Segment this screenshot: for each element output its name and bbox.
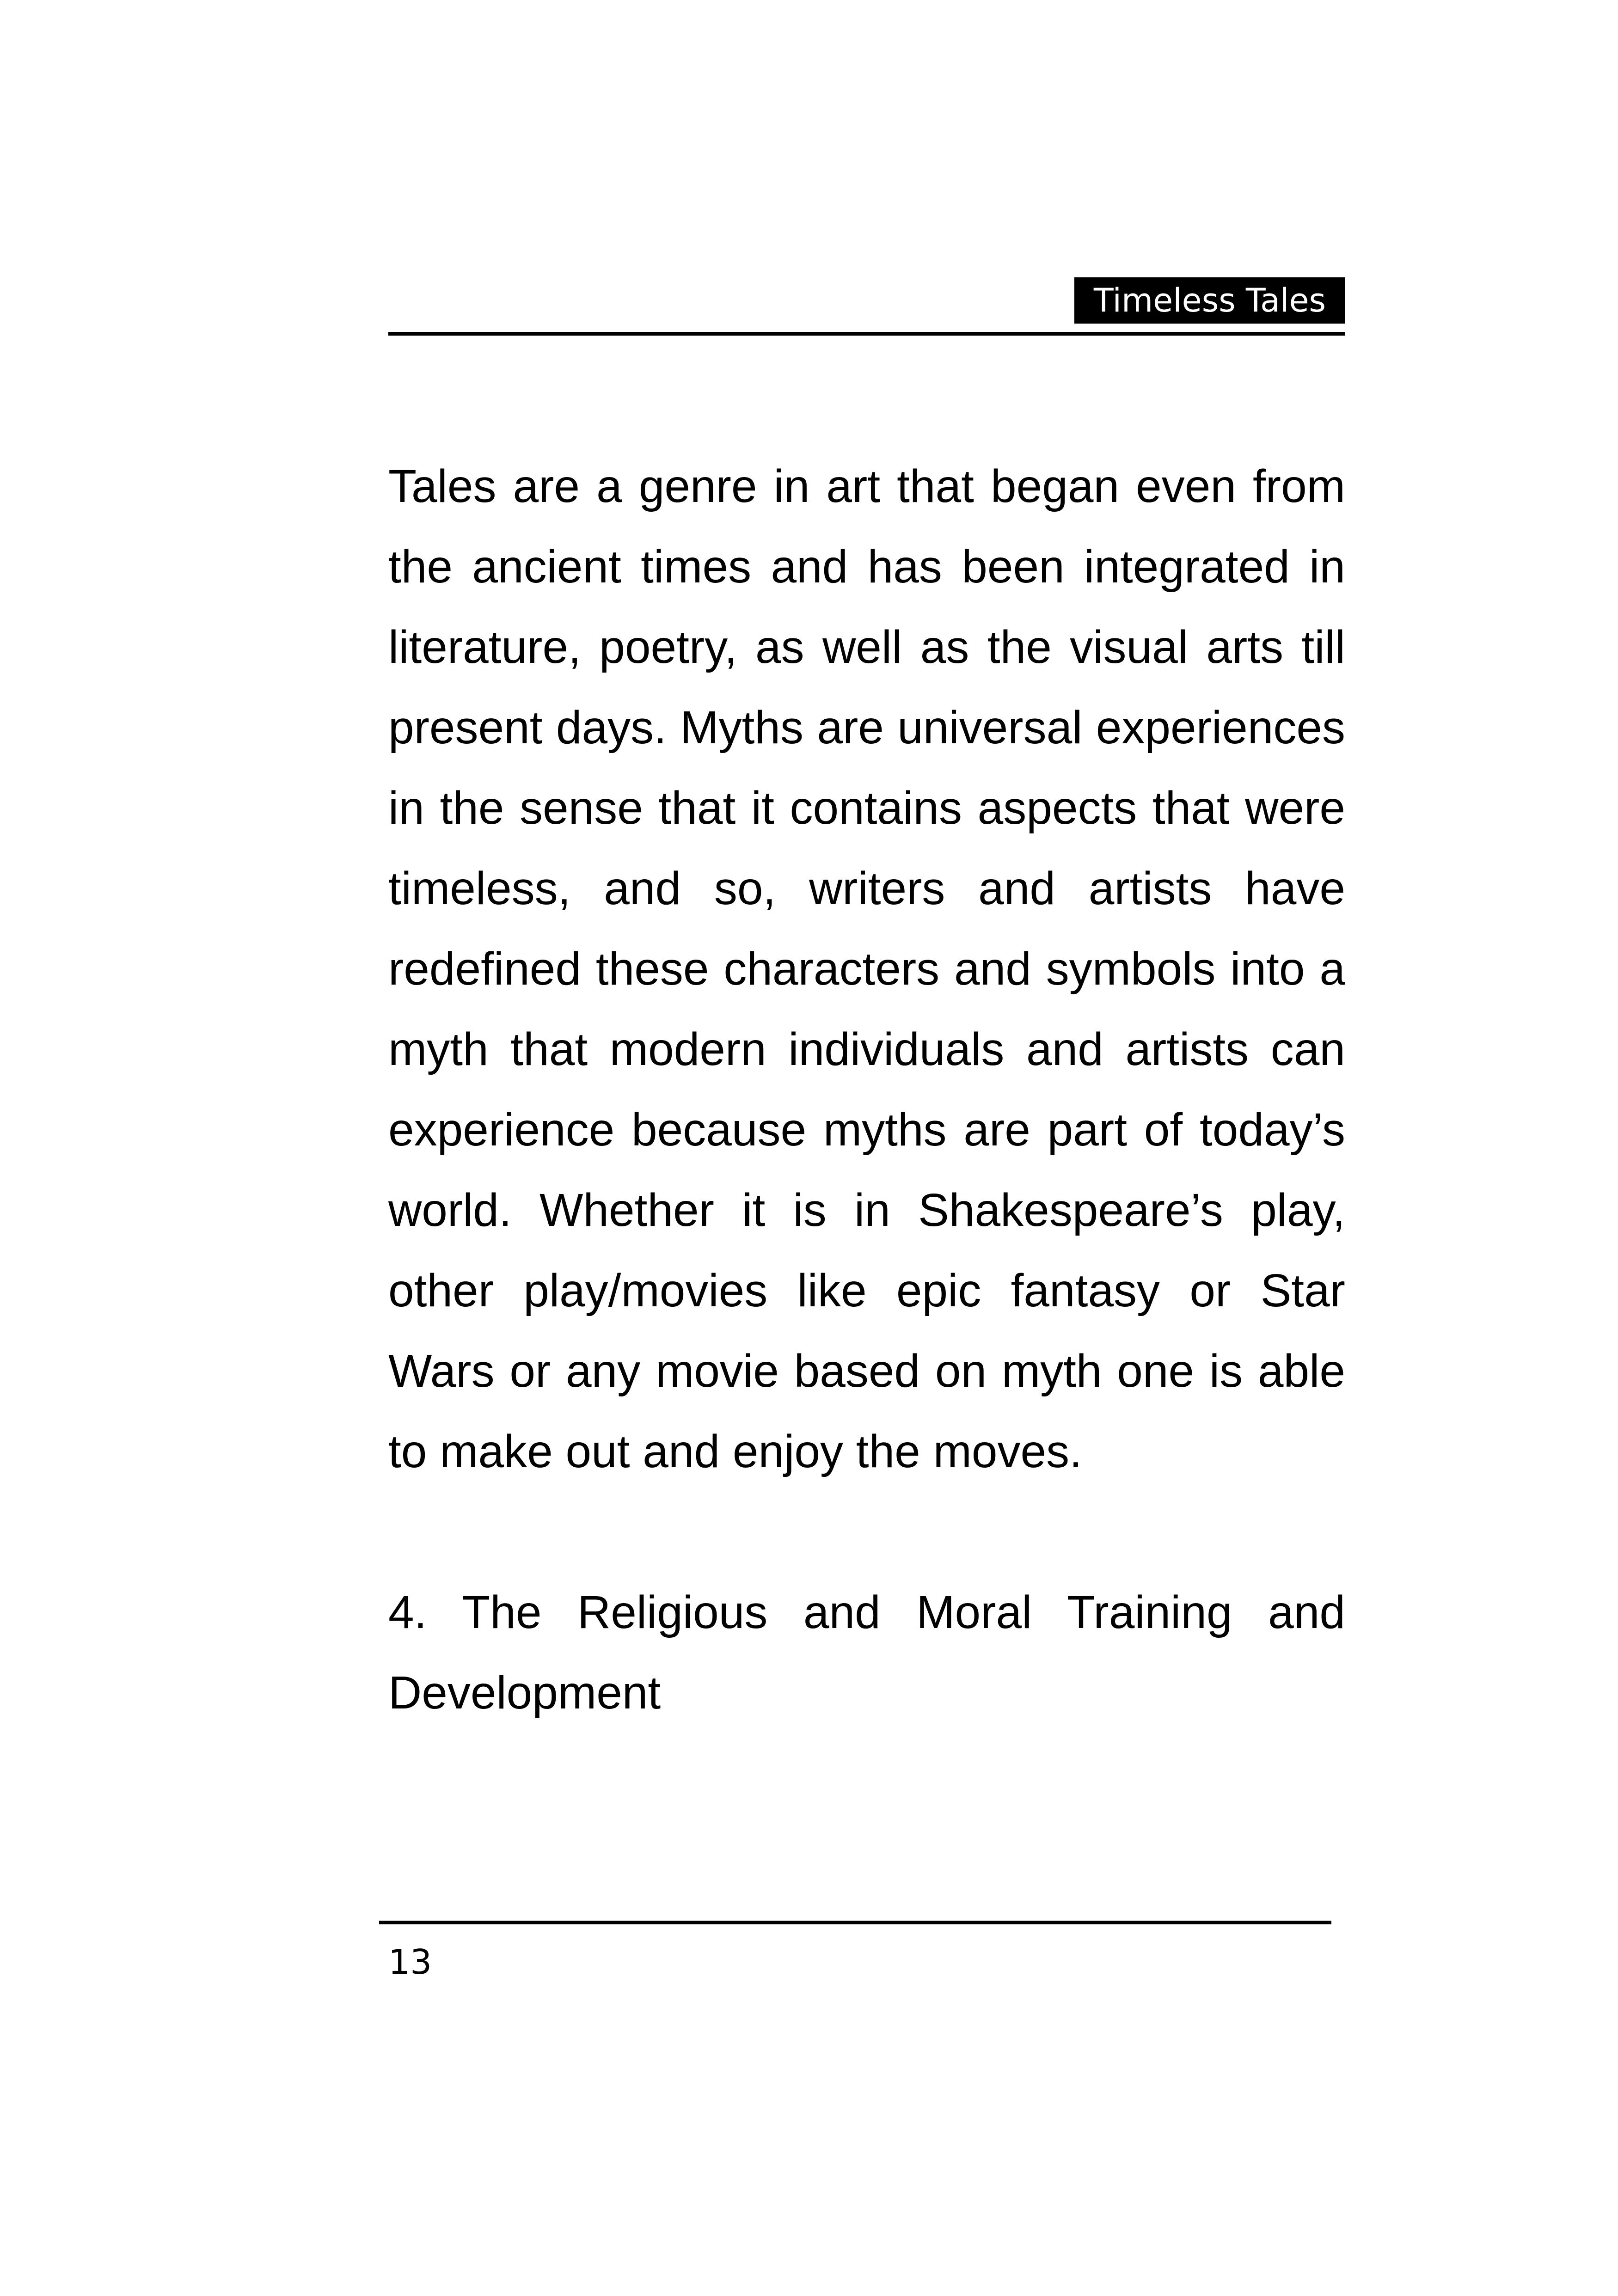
section-heading: 4. The Religious and Moral Training and Development <box>388 1586 1345 1719</box>
body-paragraph: Tales are a genre in art that began even from the ancient times and has been integrated in literature, poetry, as well as the visual arts till present days. Myths are universal experiences in the sense that it contains aspects that were timeless, and so, writers and artists have redefined these characters and symbols into a myth that modern individuals and artists can experience because myths are part of today’s world. Whether it is in Shakespeare’s play, other play/movies like epic fantasy or Star Wars or any movie based on myth one is able to make out and enjoy the moves. <box>388 460 1345 1477</box>
running-header <box>388 277 1345 337</box>
running-title: Timeless Tales <box>1074 277 1345 324</box>
header-rule <box>388 332 1345 336</box>
page-number: 13 <box>388 1942 432 1982</box>
footer-rule <box>379 1921 1331 1924</box>
page-content <box>388 446 1345 1733</box>
